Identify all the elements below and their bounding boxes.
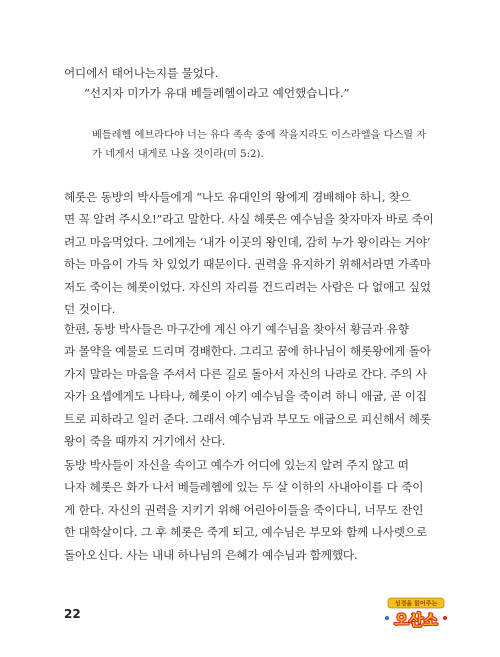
bible-verse-block xyxy=(92,126,442,164)
series-logo xyxy=(382,596,450,630)
paragraph-line: 트로 피하라고 일러 준다. 그래서 예수님과 부모도 애굽으로 피신해서 헤롯 xyxy=(64,411,431,426)
verse-line: 가 네게서 내게로 나올 것이라(미 5:2). xyxy=(92,149,264,160)
paragraph-line: 하는 마음이 가득 차 있었기 때문이다. 권력을 유지하기 위해서라면 가족마 xyxy=(64,257,431,272)
intro-line: 어디에서 태어나는지를 물었다. xyxy=(64,66,219,80)
paragraph-1 xyxy=(64,186,442,320)
paragraph-line: 가지 말라는 마음을 주셔서 다른 길로 돌아서 자신의 나라로 간다. 주의 사 xyxy=(64,366,427,381)
paragraph-line: 게 한다. 자신의 권력을 지키기 위해 어린아이들을 죽이다니, 너무도 잔인 xyxy=(64,502,424,517)
paragraph-2 xyxy=(64,318,442,452)
logo-main-text: 오산소 xyxy=(394,611,438,629)
paragraph-line: 면 꼭 알려 주시오!”라고 말한다. 사실 헤롯은 예수님을 찾자마자 바로 죽이 xyxy=(64,212,434,227)
paragraph-line: 왕이 죽을 때까지 거기에서 산다. xyxy=(64,434,226,449)
paragraph-line: 나자 헤롯은 화가 나서 베들레헴에 있는 두 살 이하의 사내아이를 다 죽이 xyxy=(64,480,424,495)
page-number: 22 xyxy=(64,607,81,621)
paragraph-line: 과 몰약을 예물로 드리며 경배한다. 그리고 꿈에 하나님이 해롯왕에게 돌아 xyxy=(64,344,431,359)
paragraph-3 xyxy=(64,454,442,566)
paragraph-line: 저도 죽이는 헤롯이었다. 자신의 자리를 건드리려는 사람은 다 없애고 싶었 xyxy=(64,279,431,294)
paragraph-line: 헤롯은 동방의 박사들에게 “나도 유대인의 왕에게 경배해야 하니, 찾으 xyxy=(64,190,411,204)
prophecy-quote: “선지자 미가가 유대 베들레헴이라고 예언했습니다.” xyxy=(84,86,350,100)
paragraph-line: 한편, 동방 박사들은 마구간에 계신 아기 예수님을 찾아서 황금과 유향 xyxy=(64,322,409,336)
logo-top-text: 성경을 읽어주는 xyxy=(394,600,438,608)
verse-line: 베들레헴 에브라다야 너는 유다 족속 중에 작을지라도 이스라엘을 다스릴 자 xyxy=(92,130,427,141)
paragraph-line: 던 것이다. xyxy=(64,302,116,317)
paragraph-line: 한 대학살이다. 그 후 헤롯은 죽게 되고, 예수님은 부모와 함께 나사렛으로 xyxy=(64,525,427,540)
paragraph-line: 려고 마음먹었다. 그에게는 ‘내가 이곳의 왕인데, 감히 누가 왕이라는 거야’ xyxy=(64,234,431,249)
paragraph-line: 동방 박사들이 자신을 속이고 예수가 어디에 있는지 알려 주지 않고 떠 xyxy=(64,458,409,472)
paragraph-line: 자가 요셉에게도 나타나, 헤롯이 아기 예수님을 죽이려 하니 애굽, 곧 이집 xyxy=(64,389,427,404)
paragraph-line: 돌아오신다. 사는 내내 하나님의 은혜가 예수님과 함께했다. xyxy=(64,547,358,562)
